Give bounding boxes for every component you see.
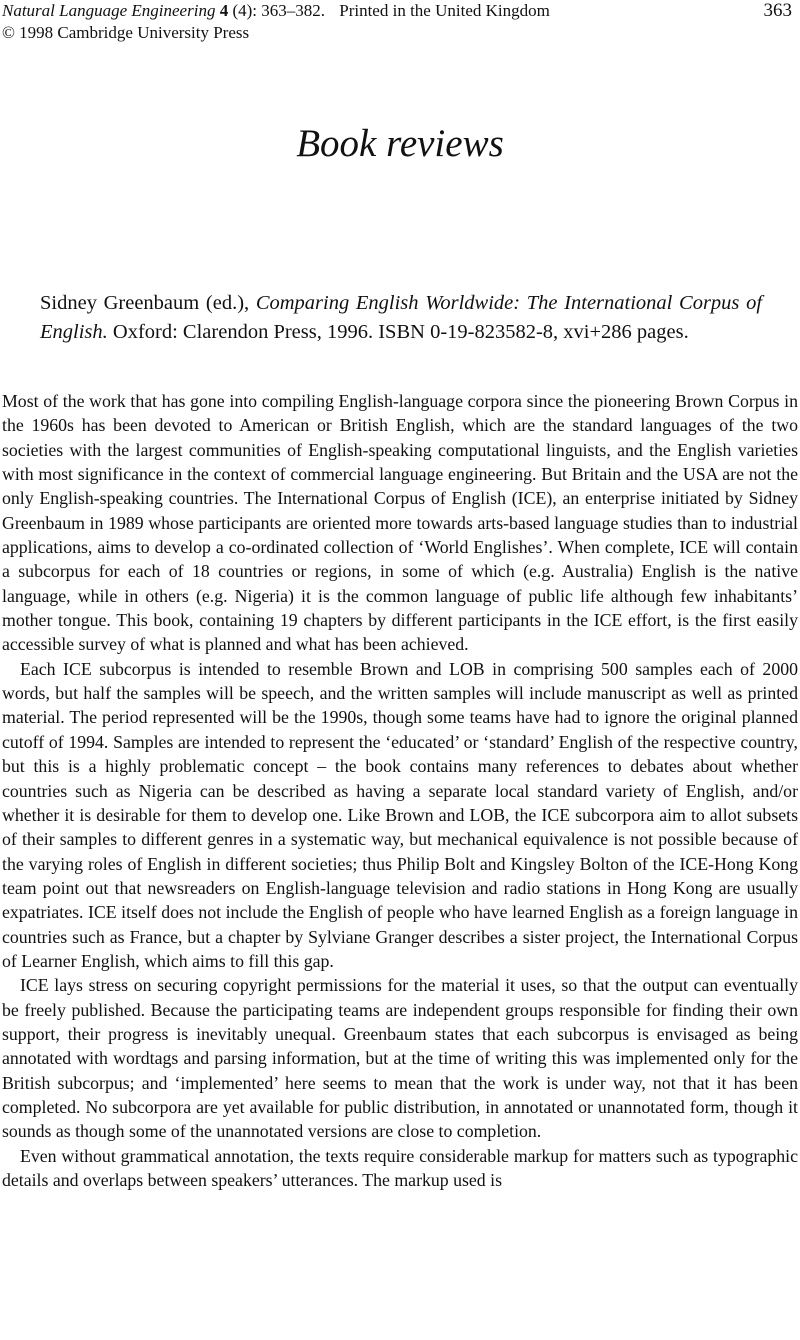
section-title: Book reviews: [296, 122, 504, 165]
printed-location: Printed in the United Kingdom: [339, 1, 550, 20]
paragraph: Even without grammatical annotation, the texts require considerable markup for matters such as typographic details and overlaps between speakers’ utterances. The markup used is: [2, 1145, 798, 1190]
page-number: 363: [763, 0, 792, 21]
journal-line: [2, 0, 792, 22]
citation-book-title: Comparing English Worldwide: The International Corpus of English.: [40, 292, 763, 343]
issue-pages: (4): 363–382.: [232, 1, 325, 20]
paragraph: Each ICE subcorpus is intended to resemble Brown and LOB in comprising 500 samples each of 2000 words, but half the samples will be speech, and the written samples will include manuscript as well as printed material. The period represented will be the 1990s, though some teams have had to ignore the original planned cutoff of 1994. Samples are intended to represent the ‘educated’ or ‘standard’ English of the respective country, but this is a highly problematic concept – the book contains many references to debates about whether countries such as Nigeria can be described as having a separate local standard variety of English, and/or whether it is desirable for them to develop one. Like Brown and LOB, the ICE subcorpora aim to allot subsets of their samples to different genres in a systematic way, but mechanical equivalence is not possible because of the varying roles of English in different societies; thus Philip Bolt and Kingsley Bolton of the ICE-Hong Kong team point out that newsreaders on English-language television and radio stations in Hong Kong are usually expatriates. ICE itself does not include the English of people who have learned English as a foreign language in countries such as France, but a chapter by Sylviane Granger describes a sister project, the International Corpus of Learner English, which aims to fill this gap.: [2, 658, 798, 971]
paragraph: ICE lays stress on securing copyright permissions for the material it uses, so that the output can eventually be freely published. Because the participating teams are independent groups responsible for finding their own support, their progress is inevitably unequal. Greenbaum states that each subcorpus is envisaged as being annotated with wordtags and parsing information, but at the time of writing this was implemented only for the British subcorpus; and ‘implemented’ here seems to mean that the work is under way, not that it has been completed. No subcorpora are yet available for public distribution, in annotated or unannotated form, though it sounds as though some of the unannotated versions are close to completion.: [2, 975, 798, 1142]
copyright-notice: © 1998 Cambridge University Press: [2, 23, 250, 42]
paragraph: Most of the work that has gone into compiling English-language corpora since the pioneering Brown Corpus in the 1960s has been devoted to American or British English, which are the standard languages of the two societies with the largest communities of English-speaking computational linguists, and the English varieties with most significance in the context of commercial language engineering. But Britain and the USA are not the only English-speaking countries. The International Corpus of English (ICE), an enterprise initiated by Sidney Greenbaum in 1989 whose participants are oriented more towards arts-based language studies than to industrial applications, aims to develop a co-ordinated collection of ‘World Englishes’. When complete, ICE will contain a subcorpus for each of 18 countries or regions, in some of which (e.g. Australia) English is the native language, while in others (e.g. Nigeria) it is the common language of public life although few inhabitants’ mother tongue. This book, containing 19 chapters by different participants in the ICE effort, is the first easily accessible survey of what is planned and what has been achieved.: [2, 391, 798, 655]
review-body: [2, 389, 798, 1192]
citation-publisher: Oxford: Clarendon Press, 1996. ISBN 0-19-823582-8, xvi+286 pages.: [112, 321, 689, 343]
running-header: [2, 0, 792, 44]
book-citation: [40, 289, 762, 347]
citation-author: Sidney Greenbaum (ed.),: [40, 292, 250, 314]
journal-name: Natural Language Engineering: [2, 1, 216, 20]
journal-volume: 4: [219, 1, 229, 20]
